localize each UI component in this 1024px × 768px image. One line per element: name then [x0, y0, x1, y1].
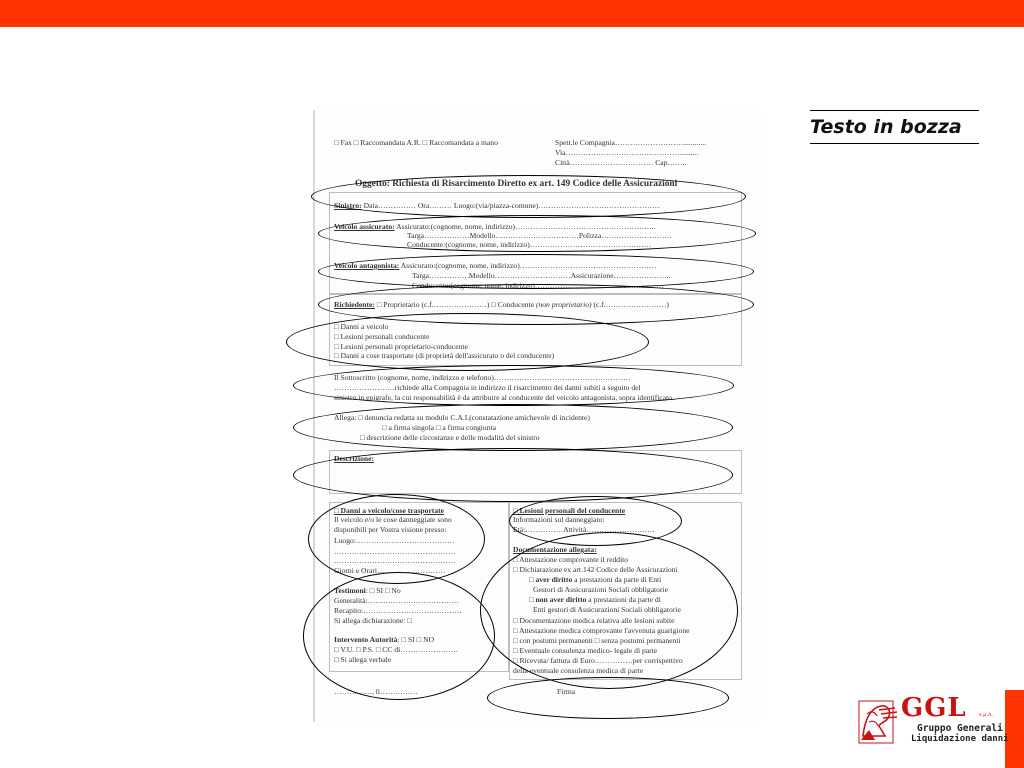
requester-text-a: □ Proprietario (c.f.…………………) □ Conducente — [374, 300, 536, 309]
insured-vehicle-line1: Assicurato:(cognome, nome, indirizzo)……………………………………………….. — [394, 222, 656, 231]
description-label: Descrizione: — [334, 454, 375, 463]
witnesses-options: : □ SI □ No — [365, 586, 401, 595]
highlight-ellipse — [303, 572, 495, 700]
documentation-line: □ con postumi permanenti □ senza postumi permanenti — [513, 636, 681, 645]
attachments-line2: □ a firma singola □ a firma congiunta — [382, 423, 496, 432]
witnesses-line: Si allega dichiarazione: □ — [334, 616, 412, 625]
damage-option: □ Danni a cose trasportate (di proprietà dell'assicurato o del conducente) — [334, 351, 555, 360]
corner-accent — [1005, 690, 1024, 768]
logo-line1: Gruppo Generali — [917, 723, 1003, 734]
aver-diritto-rest: a prestazioni da parte di Enti — [572, 575, 662, 584]
logo-brand: GGL — [901, 693, 967, 723]
documentation-line: □ Attestazione comprovante il reddito — [513, 555, 629, 564]
declaration-line: ……………………richiede alla Compagnia in indirizzo il risarcimento dei danni subiti a seguito del — [334, 383, 641, 392]
sinistro-label: Sinistro: — [334, 201, 362, 210]
requester-text-c: (c.f.……………………) — [591, 300, 669, 309]
scanned-form — [313, 110, 762, 722]
signature-label: Firma — [557, 687, 576, 696]
vehicle-damage-line: Giorni e Orari……………………… — [334, 566, 446, 575]
damage-option: □ Danni a veicolo — [334, 322, 389, 331]
vehicle-damage-line: Luogo:………………………………… — [334, 536, 455, 545]
other-vehicle-label: Veicolo antagonista: — [334, 261, 400, 270]
attachments-line1: Allega: □ denuncia redatta su modulo C.A.I.(constatazione amichevole di incidente) — [334, 413, 590, 422]
insured-vehicle-line2: Targa………………Modello……………………………Polizza………………………. — [407, 231, 672, 240]
other-vehicle-line1: Assicurato:(cognome, nome, indirizzo)……………………………………………… — [399, 261, 657, 270]
documentation-line: □ Documentazione medica relativa alle lesioni subite — [513, 616, 675, 625]
highlight-ellipse — [311, 175, 746, 218]
authority-line: □ Si allega verbale — [334, 655, 392, 664]
injuries-line: Informazioni sul danneggiato: — [513, 515, 605, 524]
damage-option: □ Lesioni personali proprietario-conducente — [334, 342, 468, 351]
logo-line2: Liquidazione danni — [911, 734, 1009, 744]
documentation-line: della eventuale consulenza medica di parte — [513, 666, 644, 675]
ggl-logo — [857, 693, 1009, 748]
addressee-city: Città…………………………… Cap…….. — [555, 158, 687, 167]
non-aver-diritto-bold: □ non aver diritto — [529, 595, 587, 604]
place-date: ……………, lì…………… — [334, 687, 418, 696]
send-method-options: □ Fax □ Raccomandata A.R. □ Raccomandata a mano — [334, 138, 498, 147]
slide-title-text: Testo in bozza — [810, 116, 962, 138]
documentation-line: □ Eventuale consulenza medico- legale di parte — [513, 646, 658, 655]
attachments-line3: □ descrizione delle circostanze e delle modalità del sinistro — [360, 433, 540, 442]
sinistro-text: Data…………… Ora……… Luogo:(via/piazza-comune)………………………………………… — [361, 201, 660, 210]
highlight-ellipse — [318, 215, 756, 252]
highlight-ellipse — [487, 677, 729, 719]
vehicle-damage-title: □ Danni a veicolo/cose trasportate — [334, 506, 445, 515]
witnesses-label: Testimoni — [334, 586, 366, 595]
form-subject: Oggetto: Richiesta di Risarcimento Diretto ex art. 149 Codice delle Assicurazioni — [355, 179, 678, 189]
highlight-ellipse — [293, 404, 733, 451]
documentation-title: Documentazione allegata: — [513, 545, 597, 554]
vehicle-damage-line: disponibili per Vostra visione presso: — [334, 525, 447, 534]
highlight-ellipse — [308, 494, 485, 584]
authority-options: : □ SI □ NO — [397, 635, 435, 644]
requester-text-b: (non proprietario) — [535, 300, 592, 309]
declaration-line: Il Sottoscritto (cognome, nome, indirizzo e telefono)……………………………………………… — [334, 373, 631, 382]
aver-diritto-bold: □ aver diritto — [529, 575, 573, 584]
authority-line: □ V.U. □ P.S. □ CC di………………….. — [334, 645, 458, 654]
documentation-line: □ Ricevuta/ fattura di Euro……………per corrispettivo — [513, 656, 683, 665]
witnesses-line: Generalità:……………………………… — [334, 596, 459, 605]
top-accent-bar — [0, 0, 1024, 27]
documentation-line: □ Attestazione medica comprovante l'avvenuta guarigione — [513, 626, 690, 635]
insured-vehicle-line3: Conducente:(cognome, nome, indirizzo)………………………………………… — [407, 240, 652, 249]
other-vehicle-line2: Targa…………….Modello…………………………Assicurazione………………….. — [412, 271, 671, 280]
highlight-ellipse — [293, 365, 734, 406]
vehicle-damage-line: ………………………………………… — [334, 547, 456, 556]
highlight-ellipse — [286, 313, 649, 371]
highlight-ellipse — [480, 532, 738, 689]
aver-diritto-line2: Gestori di Assicurazioni Sociali obbligatorie — [533, 585, 668, 594]
vehicle-damage-line: Il veicolo e/o le cose danneggiate sono — [334, 515, 452, 524]
other-vehicle-line3: Conducente:(cognome, nome, indirizzo)…………………………………………… — [412, 281, 664, 290]
non-aver-diritto-line2: Enti gestori di Assicurazioni Sociali obbligatorie — [533, 605, 681, 614]
authority-label: Intervento Autorità — [334, 635, 398, 644]
vehicle-damage-line: ………………………………………… — [334, 556, 456, 565]
declaration-line: sinistro in epigrafe, la cui responsabilità è da attribuire al conducente del veicolo antagonista, sopra identificato. — [334, 393, 674, 402]
logo-spa: s.p.A. — [979, 712, 994, 718]
addressee-street: Via……………………………………….......... — [555, 148, 699, 157]
damage-option: □ Lesioni personali conducente — [334, 332, 430, 341]
injuries-line: Età:……………Attività……………………… — [513, 525, 655, 534]
witnesses-line: Recapito:………………………………… — [334, 606, 462, 615]
slide-title — [810, 110, 979, 144]
non-aver-diritto-rest: a prestazioni da parte di — [586, 595, 661, 604]
documentation-line: □ Dichiarazione ex art.142 Codice delle Assicurazioni — [513, 565, 678, 574]
addressee-company: Spett.le Compagnia………………………............ — [555, 138, 707, 147]
highlight-ellipse — [293, 448, 733, 502]
insured-vehicle-label: Veicolo assicurato: — [334, 222, 395, 231]
injuries-title: □ Lesioni personali del conducente — [513, 506, 626, 515]
requester-label: Richiedente: — [334, 300, 375, 309]
